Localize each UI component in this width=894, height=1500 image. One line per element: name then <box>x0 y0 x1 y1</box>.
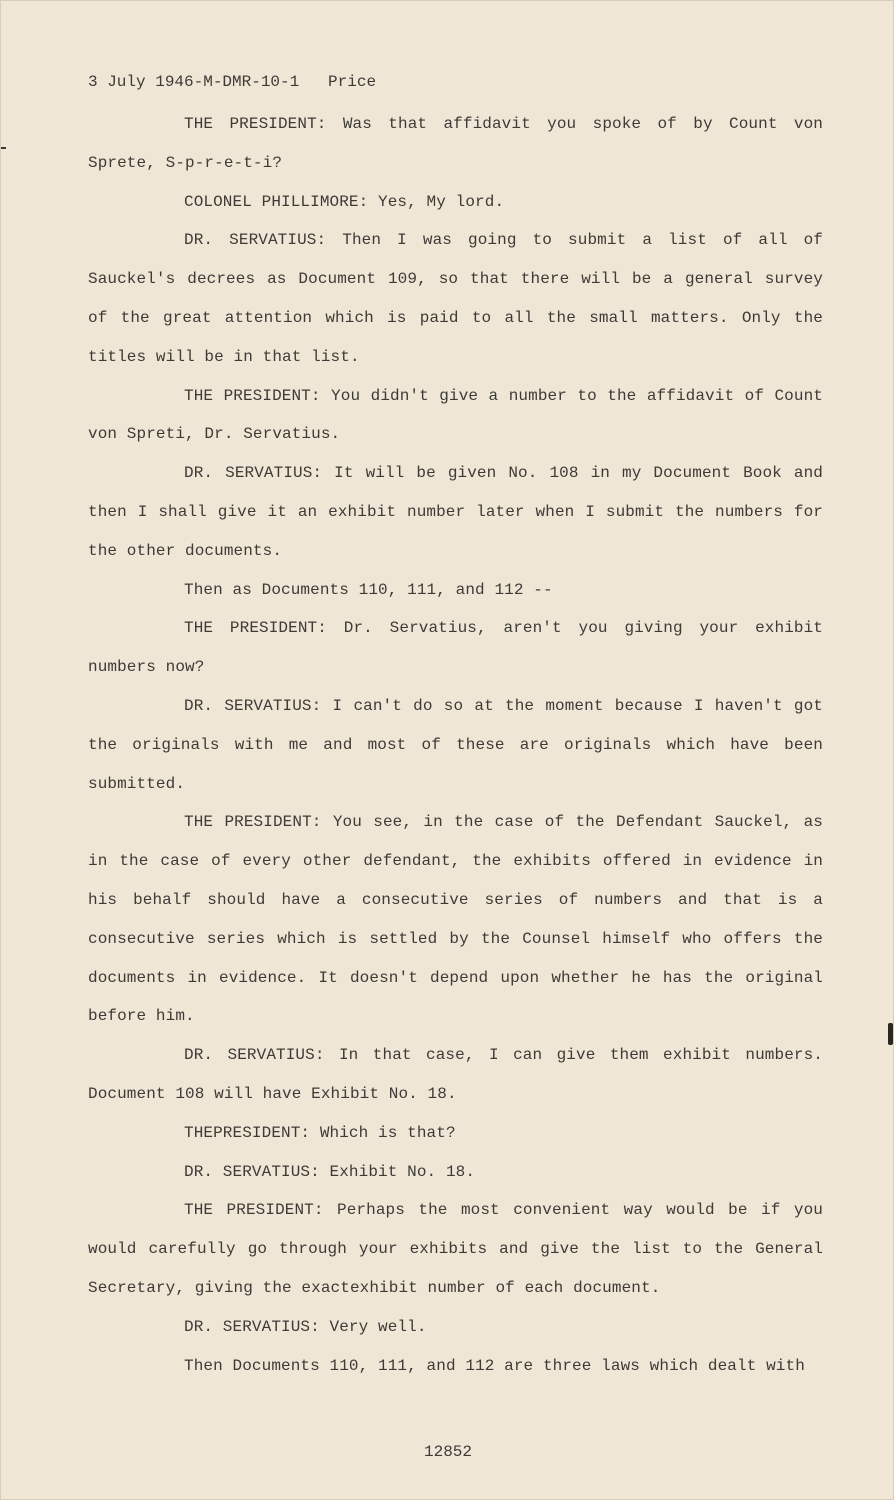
paragraph: DR. SERVATIUS: I can't do so at the moment because I haven't got the originals with me and most of these are originals which have been submitted. <box>88 696 823 793</box>
binding-mark <box>888 1023 893 1045</box>
paragraph: DR. SERVATIUS: Exhibit No. 18. <box>184 1162 476 1181</box>
paragraph: THE PRESIDENT: Was that affidavit you spoke of by Count von Sprete, S-p-r-e-t-i? <box>88 115 823 172</box>
paragraph: Then Documents 110, 111, and 112 are three laws which dealt with <box>184 1356 805 1375</box>
page-header: 3 July 1946-M-DMR-10-1 Price <box>88 73 377 91</box>
paragraph: THE PRESIDENT: Perhaps the most convenient way would be if you would carefully go through your exhibits and give the list to the General Secretary, giving the exactexhibit number of each document. <box>88 1201 823 1297</box>
paragraph: THE PRESIDENT: You didn't give a number to the affidavit of Count von Spreti, Dr. Servatius. <box>88 386 823 444</box>
paragraph: THE PRESIDENT: You see, in the case of the Defendant Sauckel, as in the case of every other defendant, the exhibits offered in evidence in his behalf should have a consecutive series of numbers and that is a consecutive series which is settled by the Counsel himself who offers the documents in evidence. It doesn't depend upon whether he has the original before him. <box>88 813 823 1026</box>
paragraph: DR. SERVATIUS: It will be given No. 108 in my Document Book and then I shall give it an exhibit number later when I submit the numbers for the other documents. <box>88 464 823 560</box>
paragraph: THE PRESIDENT: Dr. Servatius, aren't you giving your exhibit numbers now? <box>88 619 823 677</box>
paragraph: DR. SERVATIUS: Then I was going to submit a list of all of Sauckel's decrees as Document 109, so that there will be a general survey of the great attention which is paid to all the small matters. Only the titles will be in that list. <box>88 231 823 366</box>
paragraph: Then as Documents 110, 111, and 112 -- <box>184 580 553 599</box>
paragraph: DR. SERVATIUS: In that case, I can give them exhibit numbers. Document 108 will have Exhibit No. 18. <box>88 1046 823 1103</box>
paragraph: THEPRESIDENT: Which is that? <box>184 1123 456 1142</box>
page-number: 12852 <box>423 1443 472 1461</box>
paragraph: DR. SERVATIUS: Very well. <box>184 1317 427 1336</box>
margin-mark <box>1 147 6 149</box>
paragraph: COLONEL PHILLIMORE: Yes, My lord. <box>184 192 505 211</box>
transcript-body <box>88 105 823 1385</box>
